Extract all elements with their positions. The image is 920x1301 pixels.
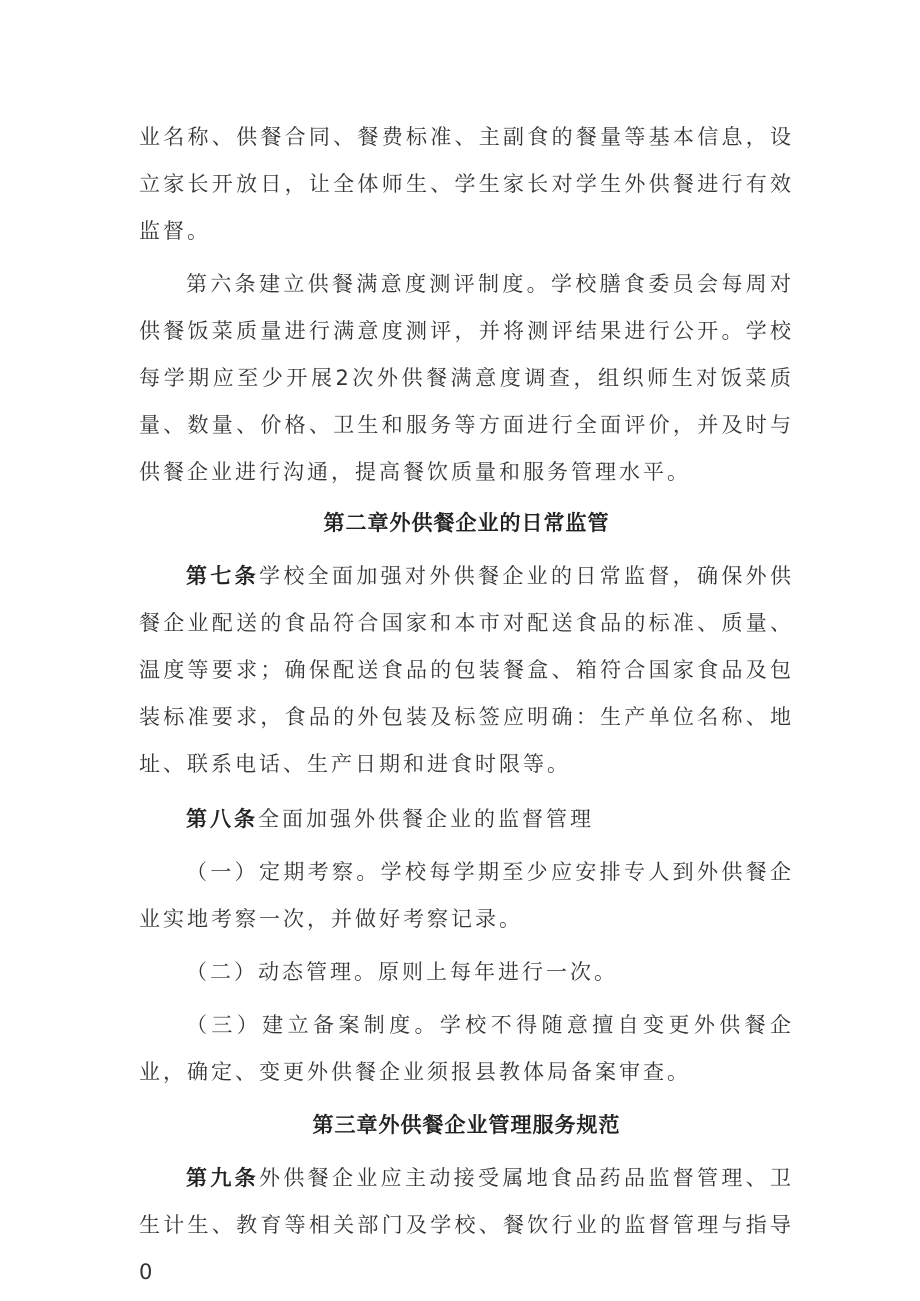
paragraph-continuation: 业名称、供餐合同、餐费标准、主副食的餐量等基本信息，设立家长开放日，让全体师生、学生家长对学生外供餐进行有效监督。 (139, 125, 794, 243)
chapter-3-heading: 第三章外供餐企业管理服务规范 (312, 1113, 621, 1137)
article-8-paragraph (139, 796, 794, 843)
article-9-paragraph (139, 1155, 794, 1296)
article-9-text: 外供餐企业应主动接受属地食品药品监督管理、卫生计生、教育等相关部门及学校、餐饮行业的监督管理与指导0 (139, 1166, 794, 1284)
item-2-paragraph: （二）动态管理。原则上每年进行一次。 (186, 960, 618, 984)
chapter-2-heading: 第二章外供餐企业的日常监管 (323, 511, 610, 535)
article-7-text: 学校全面加强对外供餐企业的日常监督，确保外供餐企业配送的食品符合国家和本市对配送食品的标准、质量、温度等要求；确保配送食品的包装餐盒、箱符合国家食品及包装标准要求，食品的外包装及标签应明确：生产单位名称、地址、联系电话、生产日期和进食时限等。 (139, 564, 794, 776)
article-8-text: 全面加强外供餐企业的监督管理 (258, 807, 594, 831)
item-1-paragraph: （一）定期考察。学校每学期至少应安排专人到外供餐企业实地考察一次，并做好考察记录。 (139, 860, 794, 931)
article-7-label: 第七条 (186, 564, 259, 588)
article-7-paragraph (139, 553, 794, 788)
article-6-paragraph: 第六条建立供餐满意度测评制度。学校膳食委员会每周对供餐饭菜质量进行满意度测评，并将测评结果进行公开。学校每学期应至少开展2次外供餐满意度调查，组织师生对饭菜质量、数量、价格、卫生和服务等方面进行全面评价，并及时与供餐企业进行沟通，提高餐饮质量和服务管理水平。 (139, 272, 794, 484)
document-page (139, 114, 794, 1296)
item-3-paragraph: （三）建立备案制度。学校不得随意擅自变更外供餐企业，确定、变更外供餐企业须报县教体局备案审查。 (139, 1013, 794, 1084)
article-8-label: 第八条 (186, 807, 258, 831)
article-9-label: 第九条 (186, 1166, 259, 1190)
